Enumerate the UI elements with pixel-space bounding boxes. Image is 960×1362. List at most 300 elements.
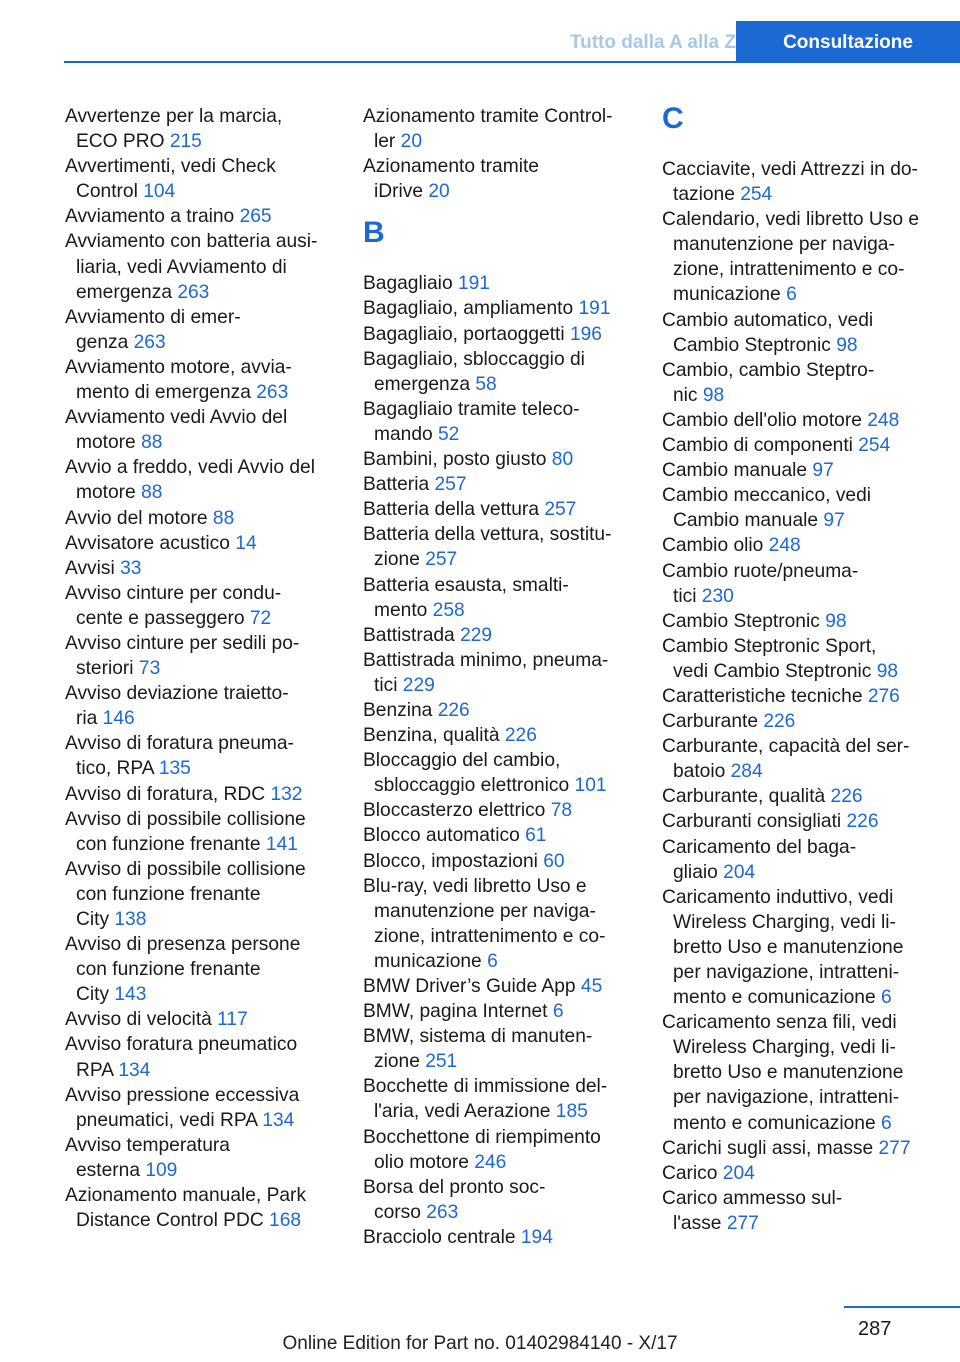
page-reference-link[interactable]: 6 [487, 950, 498, 972]
index-entry-text: City [76, 984, 110, 1006]
index-entry-text: con funzione frenante [76, 833, 261, 855]
page-reference-link[interactable]: 215 [169, 131, 202, 153]
header-section-title: Tutto dalla A alla Z [569, 32, 736, 53]
index-entry-text: City [76, 909, 110, 930]
index-entry [662, 634, 956, 659]
page-reference-link[interactable]: 138 [114, 909, 147, 930]
page-reference-link[interactable]: 191 [578, 298, 611, 320]
page-reference-link[interactable]: 141 [265, 833, 298, 855]
index-entry-text: Caricamento del baga- [662, 836, 857, 858]
index-entry [363, 999, 653, 1024]
page-reference-link[interactable]: 248 [768, 535, 801, 557]
index-entry-continuation [65, 756, 355, 781]
page-reference-link[interactable]: 6 [786, 284, 797, 306]
index-entry-text: ler [374, 131, 396, 153]
index-entry-continuation [662, 1060, 956, 1085]
page-reference-link[interactable]: 263 [256, 382, 289, 404]
index-entry-text: Bagagliaio tramite teleco- [363, 398, 580, 420]
page-reference-link[interactable]: 257 [434, 474, 467, 496]
index-entry-text: bretto Uso e manutenzione [673, 936, 904, 958]
index-entry-text: Benzina, qualità [363, 725, 500, 747]
index-entry-continuation [662, 1211, 956, 1236]
index-entry-text: Cambio ruote/pneuma- [662, 560, 859, 582]
page-reference-link[interactable]: 229 [460, 624, 493, 646]
index-entry-text: cente e passeggero [76, 607, 245, 629]
index-entry [65, 506, 355, 531]
index-entry-text: mento [374, 599, 428, 621]
index-entry [662, 885, 956, 910]
index-entry-text: Azionamento tramite [363, 156, 539, 178]
index-entry-continuation [65, 179, 355, 204]
index-entry-continuation [65, 280, 355, 305]
index-entry [363, 698, 653, 723]
index-letter-heading: C [662, 102, 684, 135]
index-entry [363, 296, 653, 321]
index-entry-text: Bloccasterzo elettrico [363, 800, 546, 822]
index-entry-text: l'asse [673, 1212, 722, 1234]
page-reference-link[interactable]: 185 [555, 1101, 588, 1123]
index-entry [662, 784, 956, 809]
index-entry-text: con funzione frenante [76, 883, 261, 905]
index-entry-text: per navigazione, intratteni- [673, 1087, 900, 1109]
index-entry-continuation [662, 1035, 956, 1060]
index-entry [65, 531, 355, 556]
index-entry-continuation [662, 910, 956, 935]
page-reference-link[interactable]: 258 [432, 599, 465, 621]
index-entry-continuation [65, 907, 355, 932]
index-entry [65, 305, 355, 330]
index-entry [65, 229, 355, 254]
page-reference-link[interactable]: 20 [400, 131, 423, 153]
page-reference-link[interactable]: 73 [138, 658, 161, 680]
index-entry-continuation [662, 232, 956, 257]
index-entry [65, 807, 355, 832]
index-entry-text: Bagagliaio [363, 273, 453, 295]
index-entry-text: Cambio Steptronic Sport, [662, 635, 877, 657]
page-reference-link[interactable]: 168 [269, 1210, 302, 1232]
page-reference-link[interactable]: 101 [574, 775, 607, 797]
index-entry [662, 709, 956, 734]
index-entry [65, 1083, 355, 1108]
index-entry-text: batoio [673, 761, 726, 783]
index-entry-continuation [65, 882, 355, 907]
index-entry-text: sbloccaggio elettronico [374, 775, 570, 797]
page-reference-link[interactable]: 254 [740, 184, 773, 206]
index-letter-heading: B [363, 216, 385, 250]
page-reference-link[interactable]: 98 [825, 610, 847, 632]
index-column-3 [662, 104, 956, 1236]
page-reference-link[interactable]: 257 [425, 549, 458, 571]
index-entry-text: motore [76, 432, 136, 454]
index-entry [65, 204, 355, 229]
index-entry [662, 1161, 956, 1186]
index-entry-text: olio motore [374, 1151, 469, 1173]
index-entry-continuation [65, 982, 355, 1007]
index-entry [363, 623, 653, 648]
page-reference-link[interactable]: 78 [550, 800, 573, 822]
index-entry-text: Blocco, impostazioni [363, 850, 538, 872]
index-entry-text: zione [374, 1051, 420, 1073]
index-entry-text: tici [673, 585, 697, 607]
index-entry-continuation [65, 430, 355, 455]
index-entry-text: Battistrada [363, 624, 455, 646]
page-reference-link[interactable]: 204 [723, 861, 756, 883]
index-entry [363, 823, 653, 848]
page-reference-link[interactable]: 109 [145, 1159, 178, 1181]
page-reference-link[interactable]: 251 [425, 1051, 458, 1073]
index-entry [65, 932, 355, 957]
index-entry-continuation [662, 985, 956, 1010]
index-entry-text: pneumatici, vedi RPA [76, 1109, 257, 1131]
index-entry-text: Avvertimenti, vedi Check [65, 156, 276, 178]
index-entry [65, 556, 355, 581]
index-entry-continuation [363, 1049, 653, 1074]
page-reference-link[interactable]: 146 [102, 708, 135, 730]
index-entry-text: Cambio automatico, vedi [662, 309, 874, 331]
index-entry [363, 154, 653, 179]
index-entry-continuation [662, 860, 956, 885]
index-entry [363, 271, 653, 296]
index-entry-continuation [363, 949, 653, 974]
page-reference-link[interactable]: 257 [544, 499, 577, 521]
index-entry-text: Bagagliaio, sbloccaggio di [363, 348, 585, 370]
page-reference-link[interactable]: 6 [552, 1001, 564, 1023]
index-entry-continuation [363, 773, 653, 798]
index-entry [662, 358, 956, 383]
index-entry-text: zione [374, 549, 420, 571]
index-entry-text: mento di emergenza [76, 382, 251, 404]
index-entry-continuation [662, 383, 956, 408]
index-entry-text: Avvertenze per la marcia, [65, 106, 283, 127]
index-entry [65, 1183, 355, 1208]
index-entry-text: Distance Control PDC [76, 1210, 264, 1232]
index-entry-text: steriori [76, 658, 134, 680]
index-entry-continuation [65, 957, 355, 982]
index-entry [363, 874, 653, 899]
index-entry [65, 355, 355, 380]
index-entry [662, 609, 956, 634]
index-entry-text: Wireless Charging, vedi li- [673, 911, 896, 933]
page-reference-link[interactable]: 72 [249, 607, 272, 629]
index-entry-text: vedi Cambio Steptronic [673, 660, 872, 682]
index-entry [65, 782, 355, 807]
page-reference-link[interactable]: 277 [726, 1212, 759, 1234]
index-entry-text: Cambio meccanico, vedi [662, 485, 872, 507]
index-entry [662, 483, 956, 508]
page-reference-link[interactable]: 194 [520, 1226, 553, 1248]
page-reference-link[interactable]: 226 [830, 786, 863, 808]
page-reference-link[interactable]: 14 [235, 532, 257, 554]
index-entry-continuation [363, 422, 653, 447]
index-entry-text: BMW, sistema di manuten- [363, 1026, 593, 1048]
index-entry-text: liaria, vedi Avviamento di [76, 256, 287, 278]
index-entry-continuation [363, 899, 653, 924]
index-entry-text: Avviso di possibile collisione [65, 858, 306, 880]
index-entry [363, 497, 653, 522]
index-entry [662, 559, 956, 584]
index-column-2 [363, 104, 653, 1250]
index-entry-text: tici [374, 674, 398, 696]
index-entry [662, 1186, 956, 1211]
index-entry-text: tico, RPA [76, 758, 154, 780]
index-entry-text: mento e comunicazione [673, 1112, 876, 1134]
index-entry-text: con funzione frenante [76, 959, 261, 981]
index-entry-continuation [363, 1200, 653, 1225]
index-entry-text: Azionamento manuale, Park [65, 1185, 307, 1207]
index-entry [662, 458, 956, 483]
page-reference-link[interactable]: 117 [217, 1009, 248, 1031]
page-reference-link[interactable]: 254 [858, 435, 891, 457]
index-entry [363, 397, 653, 422]
index-entry [363, 1175, 653, 1200]
page-reference-link[interactable]: 263 [133, 331, 166, 353]
index-entry [363, 1024, 653, 1049]
index-entry-text: bretto Uso e manutenzione [673, 1062, 904, 1084]
edition-footer: Online Edition for Part no. 01402984140 - X/17 [282, 1333, 678, 1354]
index-entry-text: Bocchette di immissione del- [363, 1076, 608, 1098]
page-reference-link[interactable]: 196 [569, 323, 602, 345]
index-entry-text: Avviamento a traino [65, 206, 235, 228]
index-entry-text: iDrive [374, 181, 424, 203]
page-reference-link[interactable]: 277 [878, 1137, 911, 1159]
page-reference-link[interactable]: 265 [239, 206, 272, 228]
index-entry-continuation [65, 832, 355, 857]
index-entry-continuation [662, 935, 956, 960]
page-reference-link[interactable]: 52 [438, 423, 460, 445]
page-reference-link[interactable]: 88 [141, 482, 163, 504]
page-reference-link[interactable]: 248 [867, 409, 900, 431]
index-entry-text: manutenzione per naviga- [673, 234, 895, 256]
index-entry-continuation [65, 1208, 355, 1233]
index-entry-text: RPA [76, 1059, 113, 1081]
index-entry [662, 433, 956, 458]
index-entry-text: municazione [374, 950, 482, 972]
index-entry [65, 405, 355, 430]
index-entry-text: Avviso temperatura [65, 1134, 230, 1156]
index-entry-text: Carburante, qualità [662, 786, 826, 808]
index-entry-text: BMW, pagina Internet [363, 1001, 548, 1023]
index-entry-text: Bagagliaio, ampliamento [363, 298, 574, 320]
index-entry-text: Cambio manuale [673, 510, 819, 532]
index-entry [662, 308, 956, 333]
index-entry [65, 581, 355, 606]
page-reference-link[interactable]: 134 [262, 1109, 295, 1131]
page-reference-link[interactable]: 143 [114, 984, 147, 1006]
index-entry [65, 154, 355, 179]
index-entry-text: Carburanti consigliati [662, 811, 842, 833]
index-entry-text: Benzina [363, 699, 433, 721]
page-reference-link[interactable]: 58 [475, 373, 497, 395]
index-entry-text: Carico ammesso sul- [662, 1187, 843, 1209]
index-entry-text: Avviso di foratura, RDC [65, 783, 266, 805]
page-reference-link[interactable]: 98 [702, 384, 725, 406]
index-entry-text: Bocchettone di riempimento [363, 1126, 601, 1148]
index-entry-text: Avvisi [65, 557, 115, 579]
index-entry-text: zione, intrattenimento e co- [374, 925, 606, 947]
page-reference-link[interactable]: 98 [876, 660, 899, 682]
page-reference-link[interactable]: 104 [143, 181, 176, 203]
index-entry-text: Avviamento con batteria ausi- [65, 231, 318, 253]
index-entry [363, 472, 653, 497]
index-entry [363, 1125, 653, 1150]
page-reference-link[interactable]: 230 [701, 585, 734, 607]
footer-divider [844, 1306, 960, 1308]
index-entry-text: esterna [76, 1159, 140, 1181]
index-entry-text: tazione [673, 184, 735, 206]
index-entry-continuation [363, 547, 653, 572]
page-reference-link[interactable]: 97 [823, 510, 845, 532]
index-entry [662, 157, 956, 182]
index-entry-text: Blocco automatico [363, 825, 520, 847]
index-entry-text: Avvio a freddo, vedi Avvio del [65, 457, 315, 479]
index-entry-text: genza [76, 331, 129, 353]
page-reference-link[interactable]: 229 [402, 674, 435, 696]
index-entry-text: emergenza [374, 373, 470, 395]
index-entry-text: municazione [673, 284, 781, 306]
page-number: 287 [858, 1318, 892, 1340]
index-entry-continuation [662, 257, 956, 282]
index-entry-continuation [363, 129, 653, 154]
index-entry-continuation [363, 1099, 653, 1124]
index-entry-text: mento e comunicazione [673, 987, 876, 1009]
index-entry-text: motore [76, 482, 136, 504]
index-entry [65, 1032, 355, 1057]
index-entry-continuation [65, 380, 355, 405]
index-entry-text: Avviso deviazione traietto- [65, 683, 289, 705]
index-entry-text: Cambio olio [662, 535, 764, 557]
page-reference-link[interactable]: 226 [504, 725, 537, 747]
page-reference-link[interactable]: 246 [474, 1151, 507, 1173]
index-entry-continuation [662, 759, 956, 784]
index-entry-text: Batteria esausta, smalti- [363, 574, 569, 596]
page-reference-link[interactable]: 88 [212, 507, 235, 529]
page-reference-link[interactable]: 33 [120, 557, 142, 579]
index-entry-continuation [65, 1158, 355, 1183]
index-entry [65, 631, 355, 656]
page-reference-link[interactable]: 263 [426, 1201, 459, 1223]
page-reference-link[interactable]: 98 [836, 334, 858, 356]
index-entry-continuation [662, 182, 956, 207]
index-entry-text: Calendario, vedi libretto Uso e [662, 209, 920, 231]
index-entry [363, 322, 653, 347]
index-entry-text: Borsa del pronto soc- [363, 1176, 546, 1198]
index-entry-text: BMW Driver’s Guide App [363, 976, 576, 997]
index-entry [662, 207, 956, 232]
page-reference-link[interactable]: 191 [457, 273, 490, 295]
index-entry-text: corso [374, 1201, 421, 1223]
index-entry-continuation [65, 480, 355, 505]
page-reference-link[interactable]: 226 [437, 699, 470, 721]
page-reference-link[interactable]: 60 [543, 850, 565, 872]
index-entry-continuation [662, 1111, 956, 1136]
index-entry-text: Battistrada minimo, pneuma- [363, 649, 609, 671]
page-reference-link[interactable]: 88 [141, 432, 163, 454]
index-entry-text: Avviso foratura pneumatico [65, 1034, 298, 1056]
index-entry-text: Batteria [363, 474, 430, 496]
index-entry [662, 809, 956, 834]
index-entry [662, 533, 956, 558]
index-entry [662, 734, 956, 759]
index-entry [65, 1133, 355, 1158]
index-entry-text: Avviso cinture per sedili po- [65, 632, 300, 654]
index-entry [363, 798, 653, 823]
index-entry [65, 1007, 355, 1032]
index-entry-continuation [662, 1085, 956, 1110]
index-entry-text: gliaio [673, 861, 718, 883]
index-entry-text: Caricamento senza fili, vedi [662, 1012, 897, 1034]
index-entry-text: Cambio di componenti [662, 435, 853, 457]
index-entry [363, 974, 653, 999]
index-entry [662, 1010, 956, 1035]
index-entry-text: Cambio, cambio Steptro- [662, 359, 875, 381]
index-entry-continuation [65, 1058, 355, 1083]
index-entry-text: Batteria della vettura [363, 499, 539, 521]
index-entry-continuation [662, 333, 956, 358]
index-entry-continuation [363, 372, 653, 397]
page-reference-link[interactable]: 284 [730, 761, 763, 783]
page-reference-link[interactable]: 80 [551, 449, 574, 471]
index-entry [363, 723, 653, 748]
index-entry [363, 573, 653, 598]
index-entry-continuation [363, 924, 653, 949]
page-reference-link[interactable]: 134 [118, 1059, 151, 1081]
index-entry-text: Carburante, capacità del ser- [662, 736, 910, 758]
index-entry-text: Bagagliaio, portaoggetti [363, 323, 565, 345]
index-entry-text: Avvisatore acustico [65, 532, 230, 554]
index-entry-text: Control [76, 181, 138, 203]
header-tab-consultazione[interactable]: Consultazione [736, 21, 960, 63]
page-reference-link[interactable]: 132 [270, 783, 303, 805]
index-entry [65, 731, 355, 756]
page-reference-link[interactable]: 263 [177, 281, 210, 303]
page-reference-link[interactable]: 204 [722, 1162, 755, 1184]
index-entry-continuation [662, 508, 956, 533]
index-entry-text: zione, intrattenimento e co- [673, 259, 905, 281]
index-entry-continuation [65, 129, 355, 154]
index-entry-text: Azionamento tramite Control- [363, 106, 613, 127]
index-entry-text: Bambini, posto giusto [363, 449, 547, 471]
index-entry [65, 681, 355, 706]
index-entry-text: Avviso di presenza persone [65, 934, 301, 956]
page-reference-link[interactable]: 226 [846, 811, 879, 833]
page-reference-link[interactable]: 276 [867, 685, 900, 707]
index-column-1 [65, 104, 355, 1233]
index-entry-continuation [65, 656, 355, 681]
index-entry [662, 684, 956, 709]
index-entry [363, 849, 653, 874]
page-reference-link[interactable]: 6 [881, 1112, 892, 1134]
index-entry-text: Avvio del motore [65, 507, 208, 529]
index-entry [65, 857, 355, 882]
page-reference-link[interactable]: 20 [428, 181, 450, 203]
index-entry [363, 522, 653, 547]
index-entry-text: Avviso di possibile collisione [65, 808, 306, 830]
index-entry [363, 1225, 653, 1250]
index-entry-text: Blu-ray, vedi libretto Uso e [363, 875, 587, 897]
page-reference-link[interactable]: 61 [525, 825, 547, 847]
index-entry [65, 455, 355, 480]
page-reference-link[interactable]: 226 [763, 711, 796, 733]
page-reference-link[interactable]: 45 [580, 976, 603, 997]
index-entry-text: ria [76, 708, 98, 730]
index-entry-text: Bracciolo centrale [363, 1226, 516, 1248]
page-reference-link[interactable]: 135 [158, 758, 191, 780]
index-entry-text: nic [673, 384, 698, 406]
index-entry-text: Avviso pressione eccessiva [65, 1084, 300, 1106]
page-reference-link[interactable]: 97 [812, 460, 834, 482]
page-reference-link[interactable]: 6 [881, 987, 892, 1009]
index-entry-text: emergenza [76, 281, 172, 303]
